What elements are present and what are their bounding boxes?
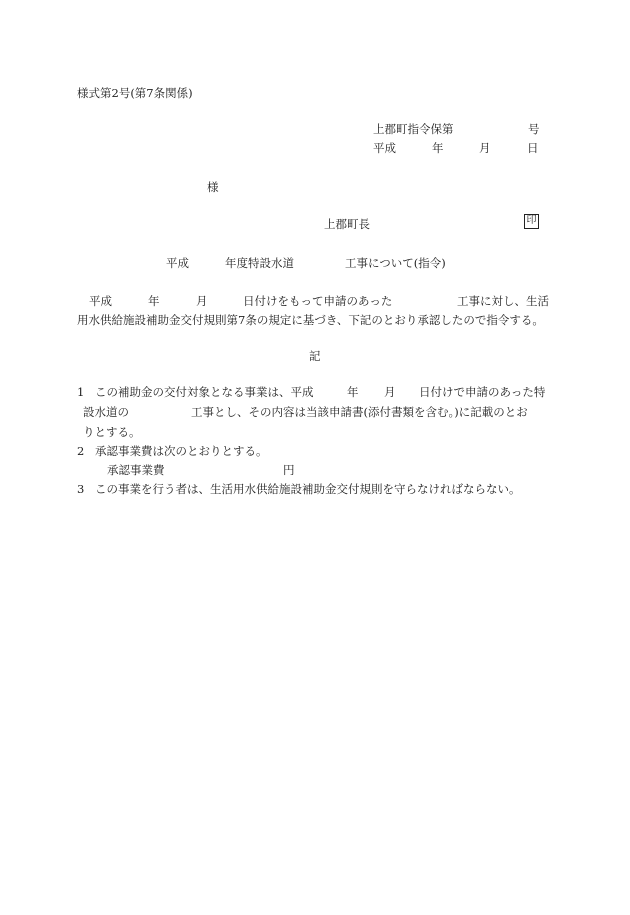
item-2-number: 2 xyxy=(77,444,85,458)
item-1-line-1d: 日付けで申請のあった特 xyxy=(419,385,546,399)
item-3-number: 3 xyxy=(77,482,85,496)
approved-cost-label: 承認事業費 xyxy=(107,463,165,477)
item-1-number: 1 xyxy=(77,385,85,399)
seal-mark: 印 xyxy=(524,214,539,229)
form-label: 様式第2号(第7条関係) xyxy=(77,86,193,100)
doc-number-suffix: 号 xyxy=(528,122,540,136)
item-2-text: 承認事業費は次のとおりとする。 xyxy=(95,444,268,458)
body-year: 年 xyxy=(148,294,160,308)
body-era: 平成 xyxy=(89,294,112,308)
item-1-line-2b: 工事とし、その内容は当該申請書(添付書類を含む。)に記載のとお xyxy=(191,405,528,419)
body-text: 日付けをもって申請のあった xyxy=(243,294,393,308)
date-day: 日 xyxy=(527,141,539,155)
item-1-year: 年 xyxy=(347,385,359,399)
item-1-line-3: りとする。 xyxy=(83,425,141,439)
body-end: 工事に対し、生活 xyxy=(457,294,549,308)
doc-number-prefix: 上郡町指令保第 xyxy=(373,122,454,136)
ki-heading: 記 xyxy=(309,349,321,363)
subject-end: 工事について(指令) xyxy=(345,256,446,270)
approved-cost-unit: 円 xyxy=(283,463,295,477)
date-era: 平成 xyxy=(373,141,396,155)
subject-era: 平成 xyxy=(166,256,189,270)
body-month: 月 xyxy=(196,294,208,308)
issuer-title: 上郡町長 xyxy=(324,217,370,231)
addressee-suffix: 様 xyxy=(207,180,219,194)
item-1-line-2a: 設水道の xyxy=(83,405,129,419)
item-1-line-1a: この補助金の交付対象となる事業は、平成 xyxy=(95,385,314,399)
body-line-2: 用水供給施設補助金交付規則第7条の規定に基づき、下記のとおり承認したので指令する。 xyxy=(77,313,544,327)
subject-middle: 年度特設水道 xyxy=(225,256,294,270)
item-3-text: この事業を行う者は、生活用水供給施設補助金交付規則を守らなければならない。 xyxy=(95,482,521,496)
date-year: 年 xyxy=(432,141,444,155)
item-1-month: 月 xyxy=(384,385,396,399)
date-month: 月 xyxy=(479,141,491,155)
